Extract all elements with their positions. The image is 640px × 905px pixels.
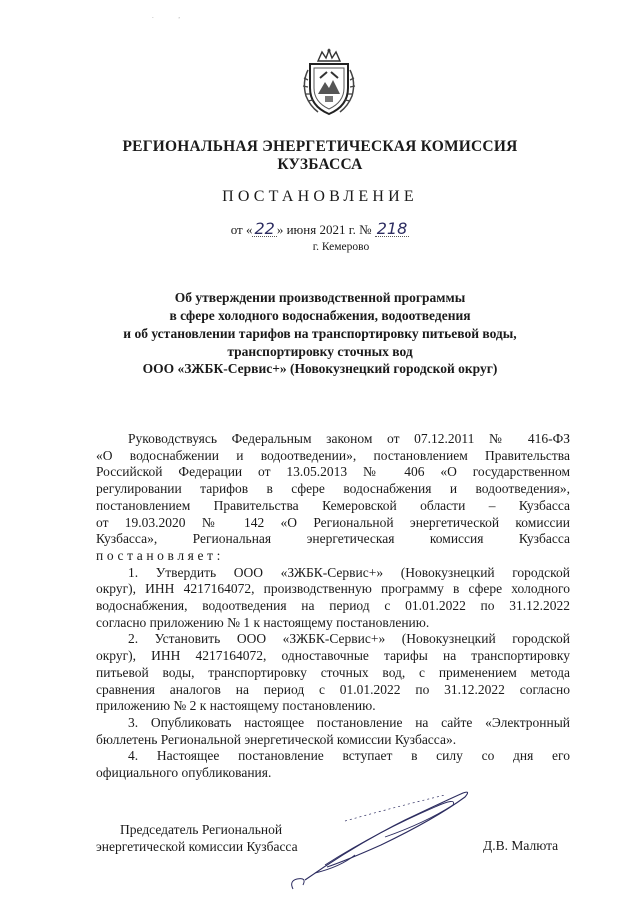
item-2-line: приложению № 2 к настоящему постановлению. [96,698,376,714]
item-3-line: бюллетень Региональной энергетической комиссии Кузбасса». [96,731,457,747]
organization-name-line2: КУЗБАССА [277,156,363,173]
signatory-name: Д.В. Малюта [483,838,559,853]
item-1-line: водоснабжения, водоотведения на период с 01.01.2022 по 31.12.2022 [96,598,570,614]
item-3-line: 3. Опубликовать настоящее постановление на сайте «Электронный [128,714,570,730]
document-number-handwritten: 218 [376,219,408,238]
document-date-line [0,219,640,238]
document-body [96,431,570,782]
date-day-handwritten: 22 [254,219,275,238]
item-4-line: официального опубликования. [96,765,272,781]
preamble-line: Российской Федерации от 13.05.2013 № 406 «О государственном [96,464,570,480]
item-1-line: округ), ИНН 4217164072, производственную программу в сфере холодного [96,581,570,597]
date-prefix: от « [230,222,253,237]
item-2-line: сравнения аналогов на период с 01.01.2022 по 31.12.2022 согласно [96,681,570,697]
subject-line: транспортировку сточных вод [227,344,413,359]
handwritten-signature [285,785,475,895]
preamble-line: «О водоснабжении и водоотведении», постановлением Правительства [96,447,570,463]
preamble-line: от 19.03.2020 № 142 «О Региональной энергетической комиссии [96,514,570,530]
subject-line: в сфере холодного водоснабжения, водоотведения [169,308,471,323]
item-1-line: согласно приложению № 1 к настоящему постановлению. [96,614,430,630]
subject-line: ООО «ЗЖБК-Сервис+» (Новокузнецкий городской округ) [142,361,498,376]
subject-line: Об утверждении производственной программы [174,290,466,305]
preamble-line: постановлением Правительства Кемеровской области – Кузбасса [96,497,570,513]
subject-line: и об установлении тарифов на транспортировку питьевой воды, [123,326,517,341]
scan-marks: . , [152,12,180,20]
signatory-title [96,821,298,855]
signatory-title-line2: энергетической комиссии Кузбасса [96,839,298,854]
document-type-title: ПОСТАНОВЛЕНИЕ [222,188,418,205]
coat-of-arms-emblem [300,48,358,118]
item-2-line: округ), ИНН 4217164072, одноставочные тарифы на транспортировку [96,648,570,664]
resolves-word: постановляет: [96,547,224,563]
preamble-line: регулировании тарифов в сфере водоснабжения и водоотведения», [96,481,570,497]
date-middle: » июня 2021 г. № [276,222,372,237]
city: г. Кемерово [312,241,370,253]
organization-name-line1: РЕГИОНАЛЬНАЯ ЭНЕРГЕТИЧЕСКАЯ КОМИССИЯ [122,138,518,155]
signatory-title-line1: Председатель Региональной [120,822,283,837]
item-4-line: 4. Настоящее постановление вступает в силу со дня его [128,748,570,764]
item-2-line: питьевой воды, транспортировку сточных вод, с применением метода [96,664,570,680]
item-1-line: 1. Утвердить ООО «ЗЖБК-Сервис+» (Новокузнецкий городской [128,564,570,580]
item-2-line: 2. Установить ООО «ЗЖБК-Сервис+» (Новокузнецкий городской [128,631,570,647]
preamble-line: Кузбасса», Региональная энергетическая комиссия Кузбасса [96,531,570,547]
preamble-line: Руководствуясь Федеральным законом от 07.12.2011 № 416-ФЗ [128,431,570,446]
